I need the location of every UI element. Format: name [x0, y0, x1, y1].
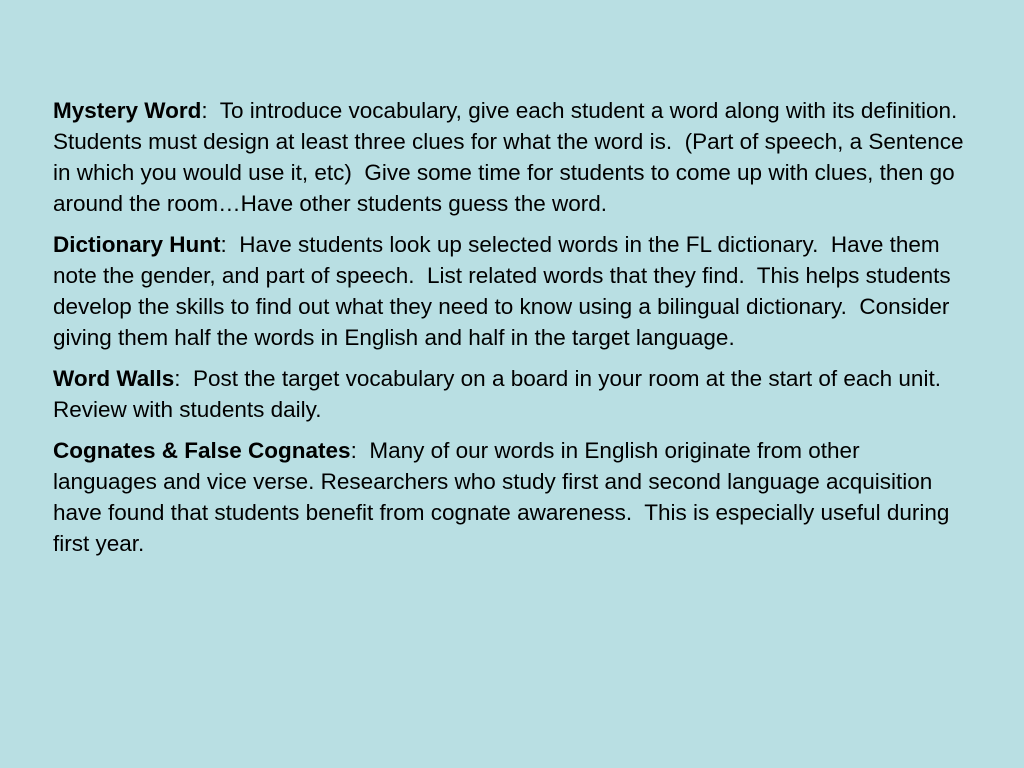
paragraph-mystery-word: [53, 95, 970, 219]
term-word-walls: Word Walls: [53, 366, 175, 391]
term-dictionary-hunt: Dictionary Hunt: [53, 232, 221, 257]
term-mystery-word: Mystery Word: [53, 98, 202, 123]
description-mystery-word: : To introduce vocabulary, give each student a word along with its definition. Students must design at least three clues for what the word is. (Part of speech, a Sentence in which you would use it, etc) Give some time for students to come up with clues, then go around the room…Have other students guess the word.: [53, 98, 970, 216]
description-dictionary-hunt: : Have students look up selected words in the FL dictionary. Have them note the gender, and part of speech. List related words that they find. This helps students develop the skills to find out what they need to know using a bilingual dictionary. Consider giving them half the words in English and half in the target language.: [53, 232, 957, 350]
description-word-walls: : Post the target vocabulary on a board in your room at the start of each unit. Review with students daily.: [53, 366, 954, 422]
term-cognates: Cognates & False Cognates: [53, 438, 351, 463]
paragraph-word-walls: [53, 363, 964, 425]
paragraph-dictionary-hunt: [53, 229, 964, 353]
paragraph-cognates: [53, 435, 964, 559]
description-cognates: : Many of our words in English originate from other languages and vice verse. Researchers who study first and second language acquisition have found that students benefit from cognate awareness. This is especially useful during first year.: [53, 438, 956, 556]
